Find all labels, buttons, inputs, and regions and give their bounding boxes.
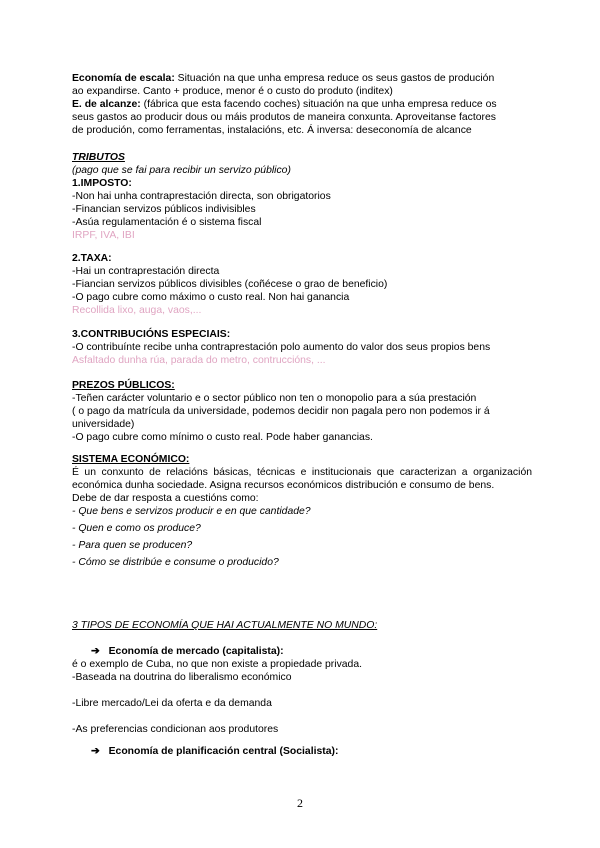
sistema-question: - Para quen se producen? [72,540,193,551]
planificacion-title: Economía de planificación central (Socialista): [108,746,339,757]
scale-def-1: Situación na que unha empresa reduce os seus gastos de produción [174,73,495,84]
sistema-intro-question: Debe de dar resposta a cuestións como: [72,493,259,504]
arrow-icon: ➔ [91,646,100,657]
tributos-subtitle: (pago que se fai para recibir un servizo público) [72,165,291,176]
taxa-title: 2.TAXA: [72,253,112,264]
taxa-example: Recollida lixo, auga, vaos,... [72,305,202,316]
mercado-line: -As preferencias condicionan aos produtores [72,724,279,735]
prezos-block [72,379,532,444]
imposto-line: -Financian servizos públicos indivisibles [72,204,256,215]
mercado-line: é o exemplo de Cuba, no que non existe a propiedade privada. [72,659,362,670]
imposto-line: -Asúa regulamentación é o sistema fiscal [72,217,262,228]
prezos-line: ( o pago da matrícula da universidade, podemos decidir non pagala pero non podemos ir á [72,406,490,417]
sistema-title: SISTEMA ECONÓMICO: [72,454,190,465]
contribucions-title: 3.CONTRIBUCIÓNS ESPECIAIS: [72,329,231,340]
taxa-line: -Fiancian servizos públicos divisibles (coñécese o grao de beneficio) [72,279,388,290]
planificacion-block [72,745,532,758]
mercado-line: -Baseada na doutrina do liberalismo económico [72,672,292,683]
prezos-line: -Teñen carácter voluntario e o sector público non ten o monopolio para a súa prestación [72,393,477,404]
sistema-question: - Que bens e servizos producir e en que cantidade? [72,506,311,517]
tipos-heading: 3 TIPOS DE ECONOMÍA QUE HAI ACTUALMENTE NO MUNDO: [72,620,378,631]
sistema-question: - Cómo se distribúe e consume o producido? [72,557,279,568]
taxa-line: -O pago cubre como máximo o custo real. Non hai ganancia [72,292,350,303]
sistema-block [72,453,532,569]
prezos-title: PREZOS PÚBLICOS: [72,380,175,391]
scope-def-3: de produción, como ferramentas, instalacións, etc. Á inversa: deseconomía de alcance [72,125,472,136]
contribucions-example: Asfaltado dunha rúa, parada do metro, contruccións, ... [72,355,326,366]
contribucions-block [72,328,532,367]
prezos-line: -O pago cubre como mínimo o custo real. Pode haber ganancias. [72,432,373,443]
scope-def-1: (fábrica que esta facendo coches) situación na que unha empresa reduce os [140,99,497,110]
sistema-definition: É un conxunto de relacións básicas, técnicas e institucionais que caracterizan a organización económica dunha sociedade. Asigna recursos económicos distribución e consumo de bens. [72,467,532,491]
tributos-block [72,151,532,242]
mercado-block [72,645,532,736]
imposto-line: -Non hai unha contraprestación directa, son obrigatorios [72,191,331,202]
mercado-line: -Libre mercado/Lei da oferta e da demanda [72,698,272,709]
page-number: 2 [297,796,303,810]
scope-term: E. de alcanze: [72,99,141,110]
scope-def-2: seus gastos ao producir dous ou máis produtos de maneira conxunta. Aproveitanse factores [72,112,496,123]
prezos-line: universidade) [72,419,135,430]
scale-def-2: ao expandirse. Canto + produce, menor é o custo do produto (inditex) [72,86,393,97]
arrow-icon: ➔ [91,746,100,757]
taxa-line: -Hai un contraprestación directa [72,266,220,277]
mercado-title: Economía de mercado (capitalista): [108,646,284,657]
intro-block [72,72,532,137]
scale-term: Economía de escala: [72,73,175,84]
tipos-block [72,619,532,632]
imposto-example: IRPF, IVA, IBI [72,230,135,241]
imposto-title: 1.IMPOSTO: [72,178,132,189]
tributos-heading: TRIBUTOS [72,152,125,163]
taxa-block [72,252,532,317]
contribucions-line: -O contribuínte recibe unha contraprestación polo aumento do valor dos seus propios bens [72,342,491,353]
sistema-question: - Quen e como os produce? [72,523,201,534]
